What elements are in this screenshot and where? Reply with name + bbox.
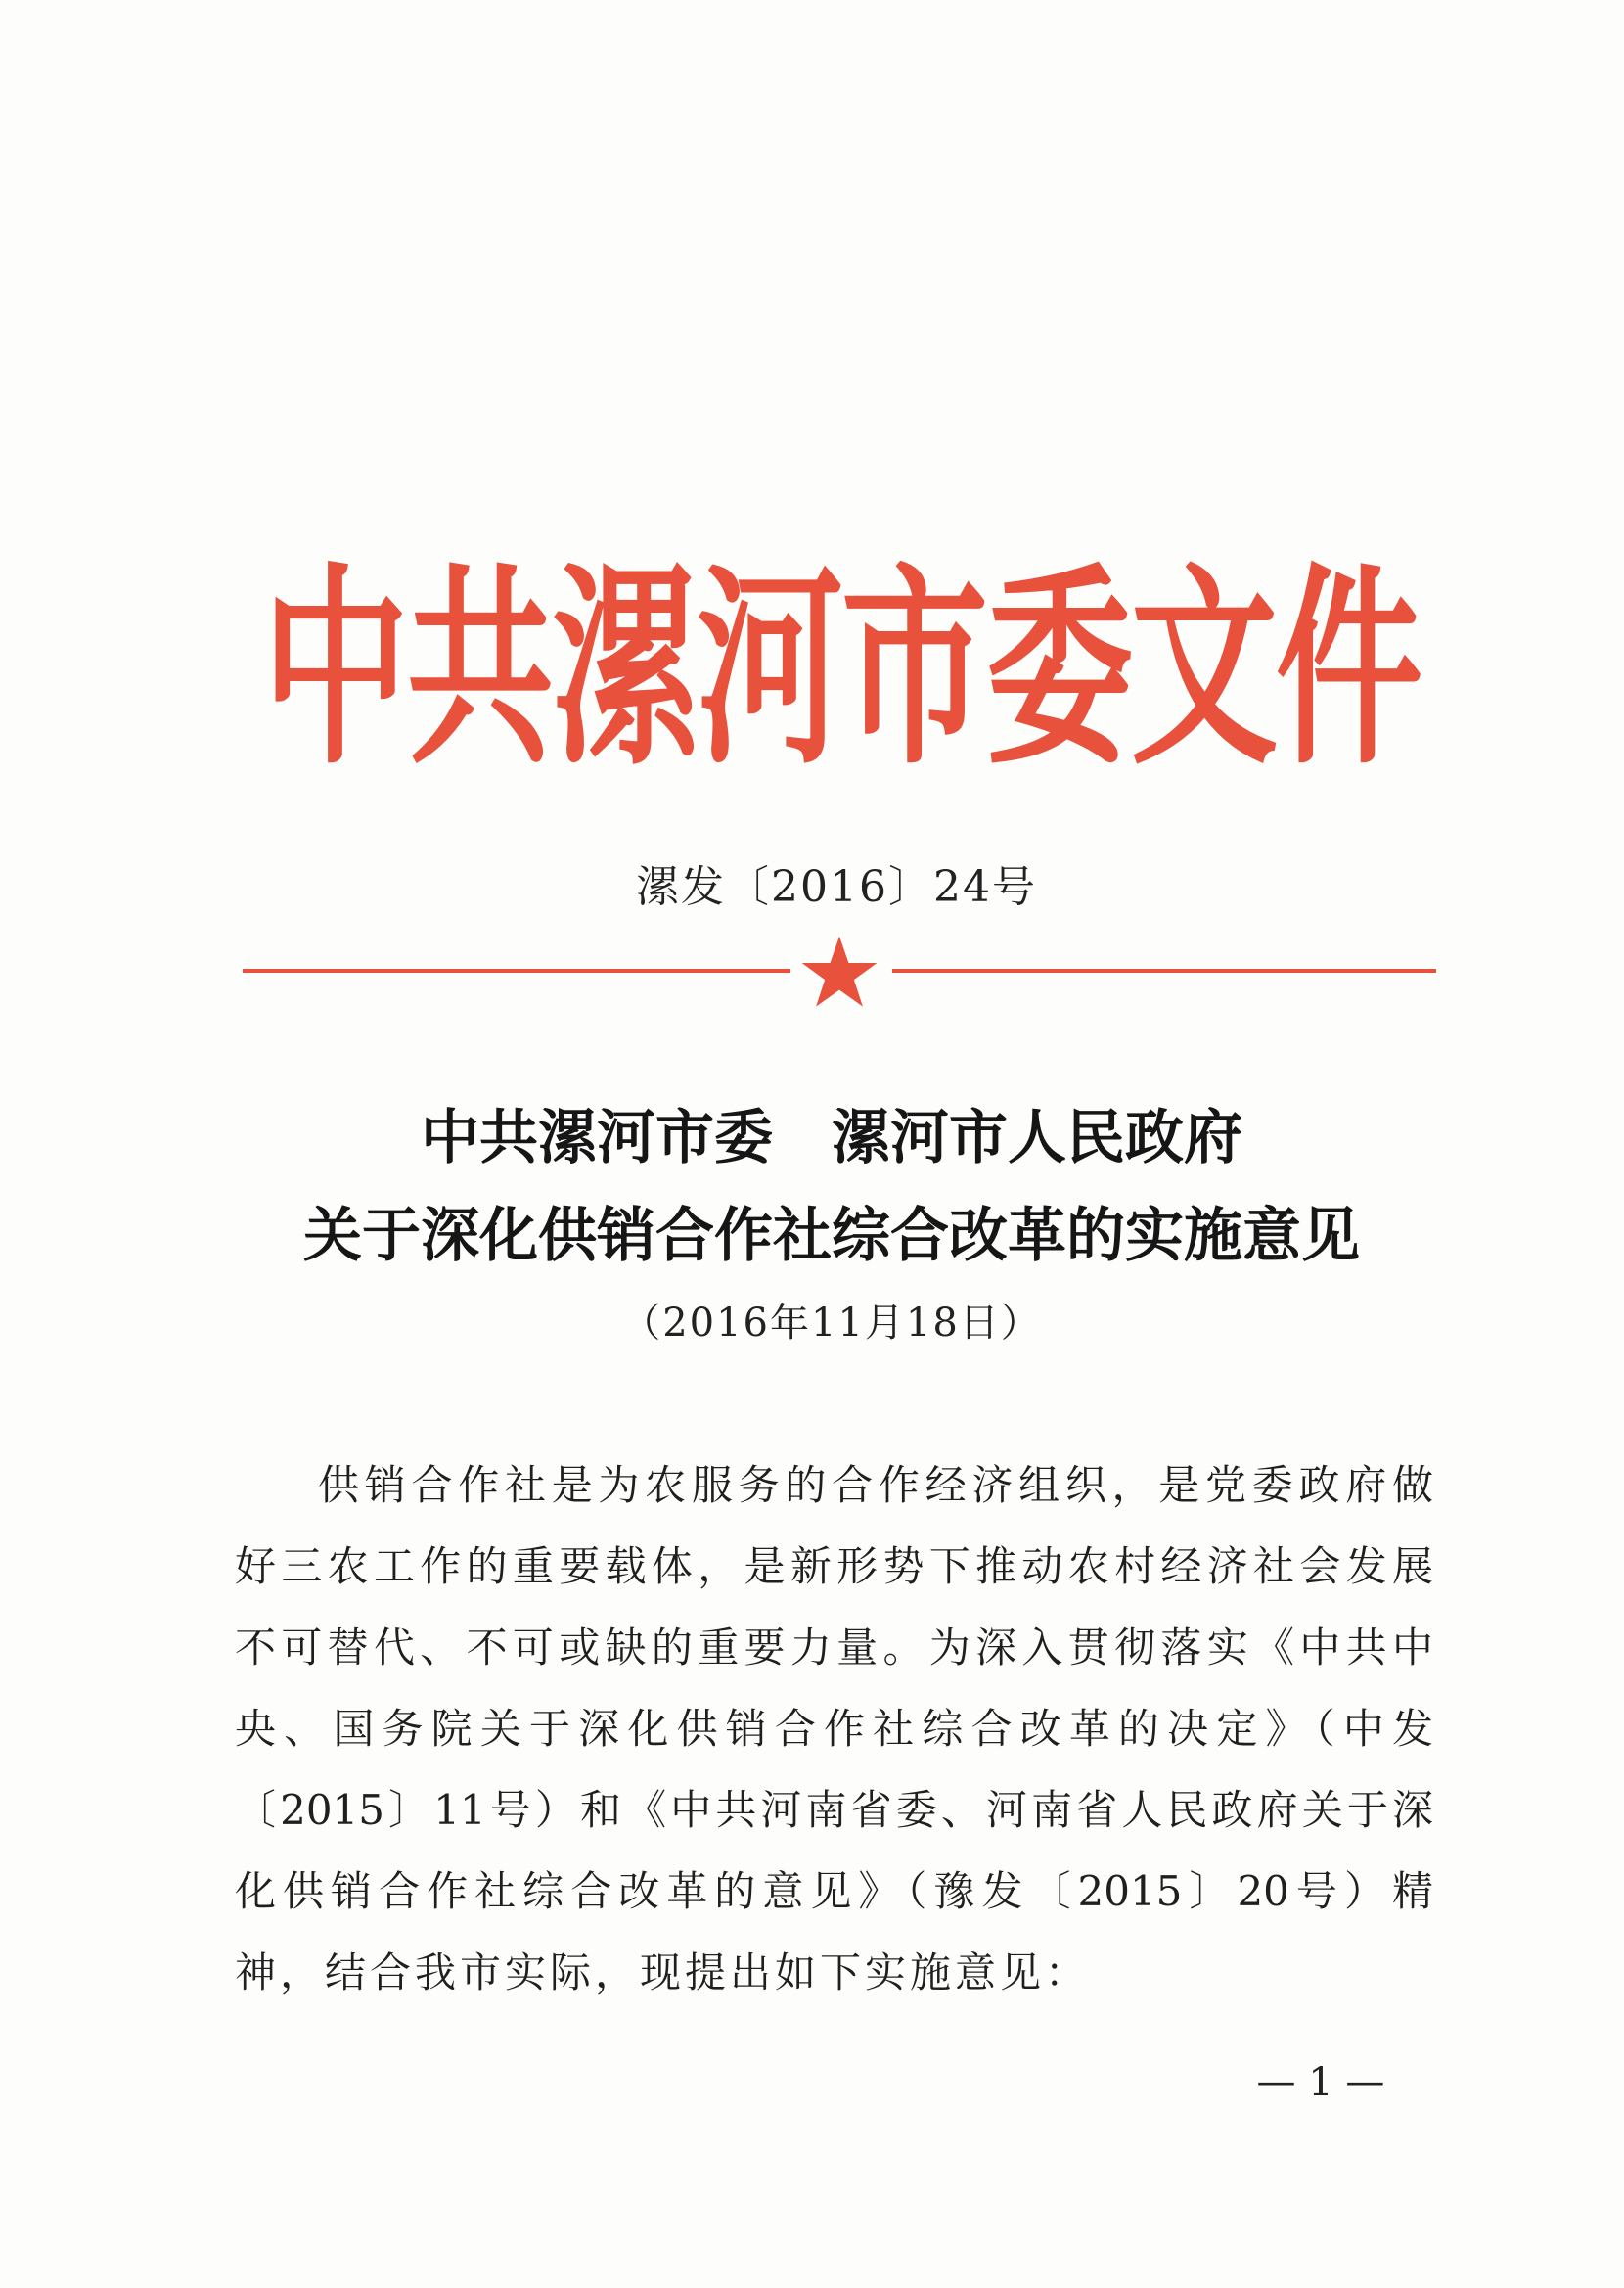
document-title-line-2: 关于深化供销合作社综合改革的实施意见	[303, 1202, 1360, 1270]
masthead	[262, 546, 1421, 795]
star-icon	[800, 935, 879, 1009]
document-number: 漯发〔2016〕24号	[636, 862, 1037, 912]
body-line: 好三农工作的重要载体，是新形势下推动农村经济社会发展	[235, 1542, 1433, 1590]
star-shape	[802, 937, 878, 1007]
body-line: 央、国务院关于深化供销合作社综合改革的决定》（中发	[235, 1705, 1433, 1753]
page-number: — 1 —	[1256, 2060, 1385, 2105]
document-title-line-1: 中共漯河市委 漯河市人民政府	[421, 1104, 1242, 1172]
red-divider-right	[892, 969, 1436, 973]
body-line: 供销合作社是为农服务的合作经济组织，是党委政府做	[318, 1461, 1433, 1509]
red-divider-left	[243, 969, 790, 973]
body-line: 化供销合作社综合改革的意见》（豫发〔2015〕20号）精	[235, 1867, 1433, 1915]
body-line: 神，结合我市实际，现提出如下实施意见：	[235, 1948, 1091, 1996]
masthead-title: 中共漯河市委文件	[262, 546, 1421, 795]
body-line: 不可替代、不可或缺的重要力量。为深入贯彻落实《中共中	[235, 1624, 1433, 1671]
body-line: 〔2015〕11号）和《中共河南省委、河南省人民政府关于深	[235, 1786, 1433, 1834]
document-date: （2016年11月18日）	[621, 1301, 1042, 1346]
